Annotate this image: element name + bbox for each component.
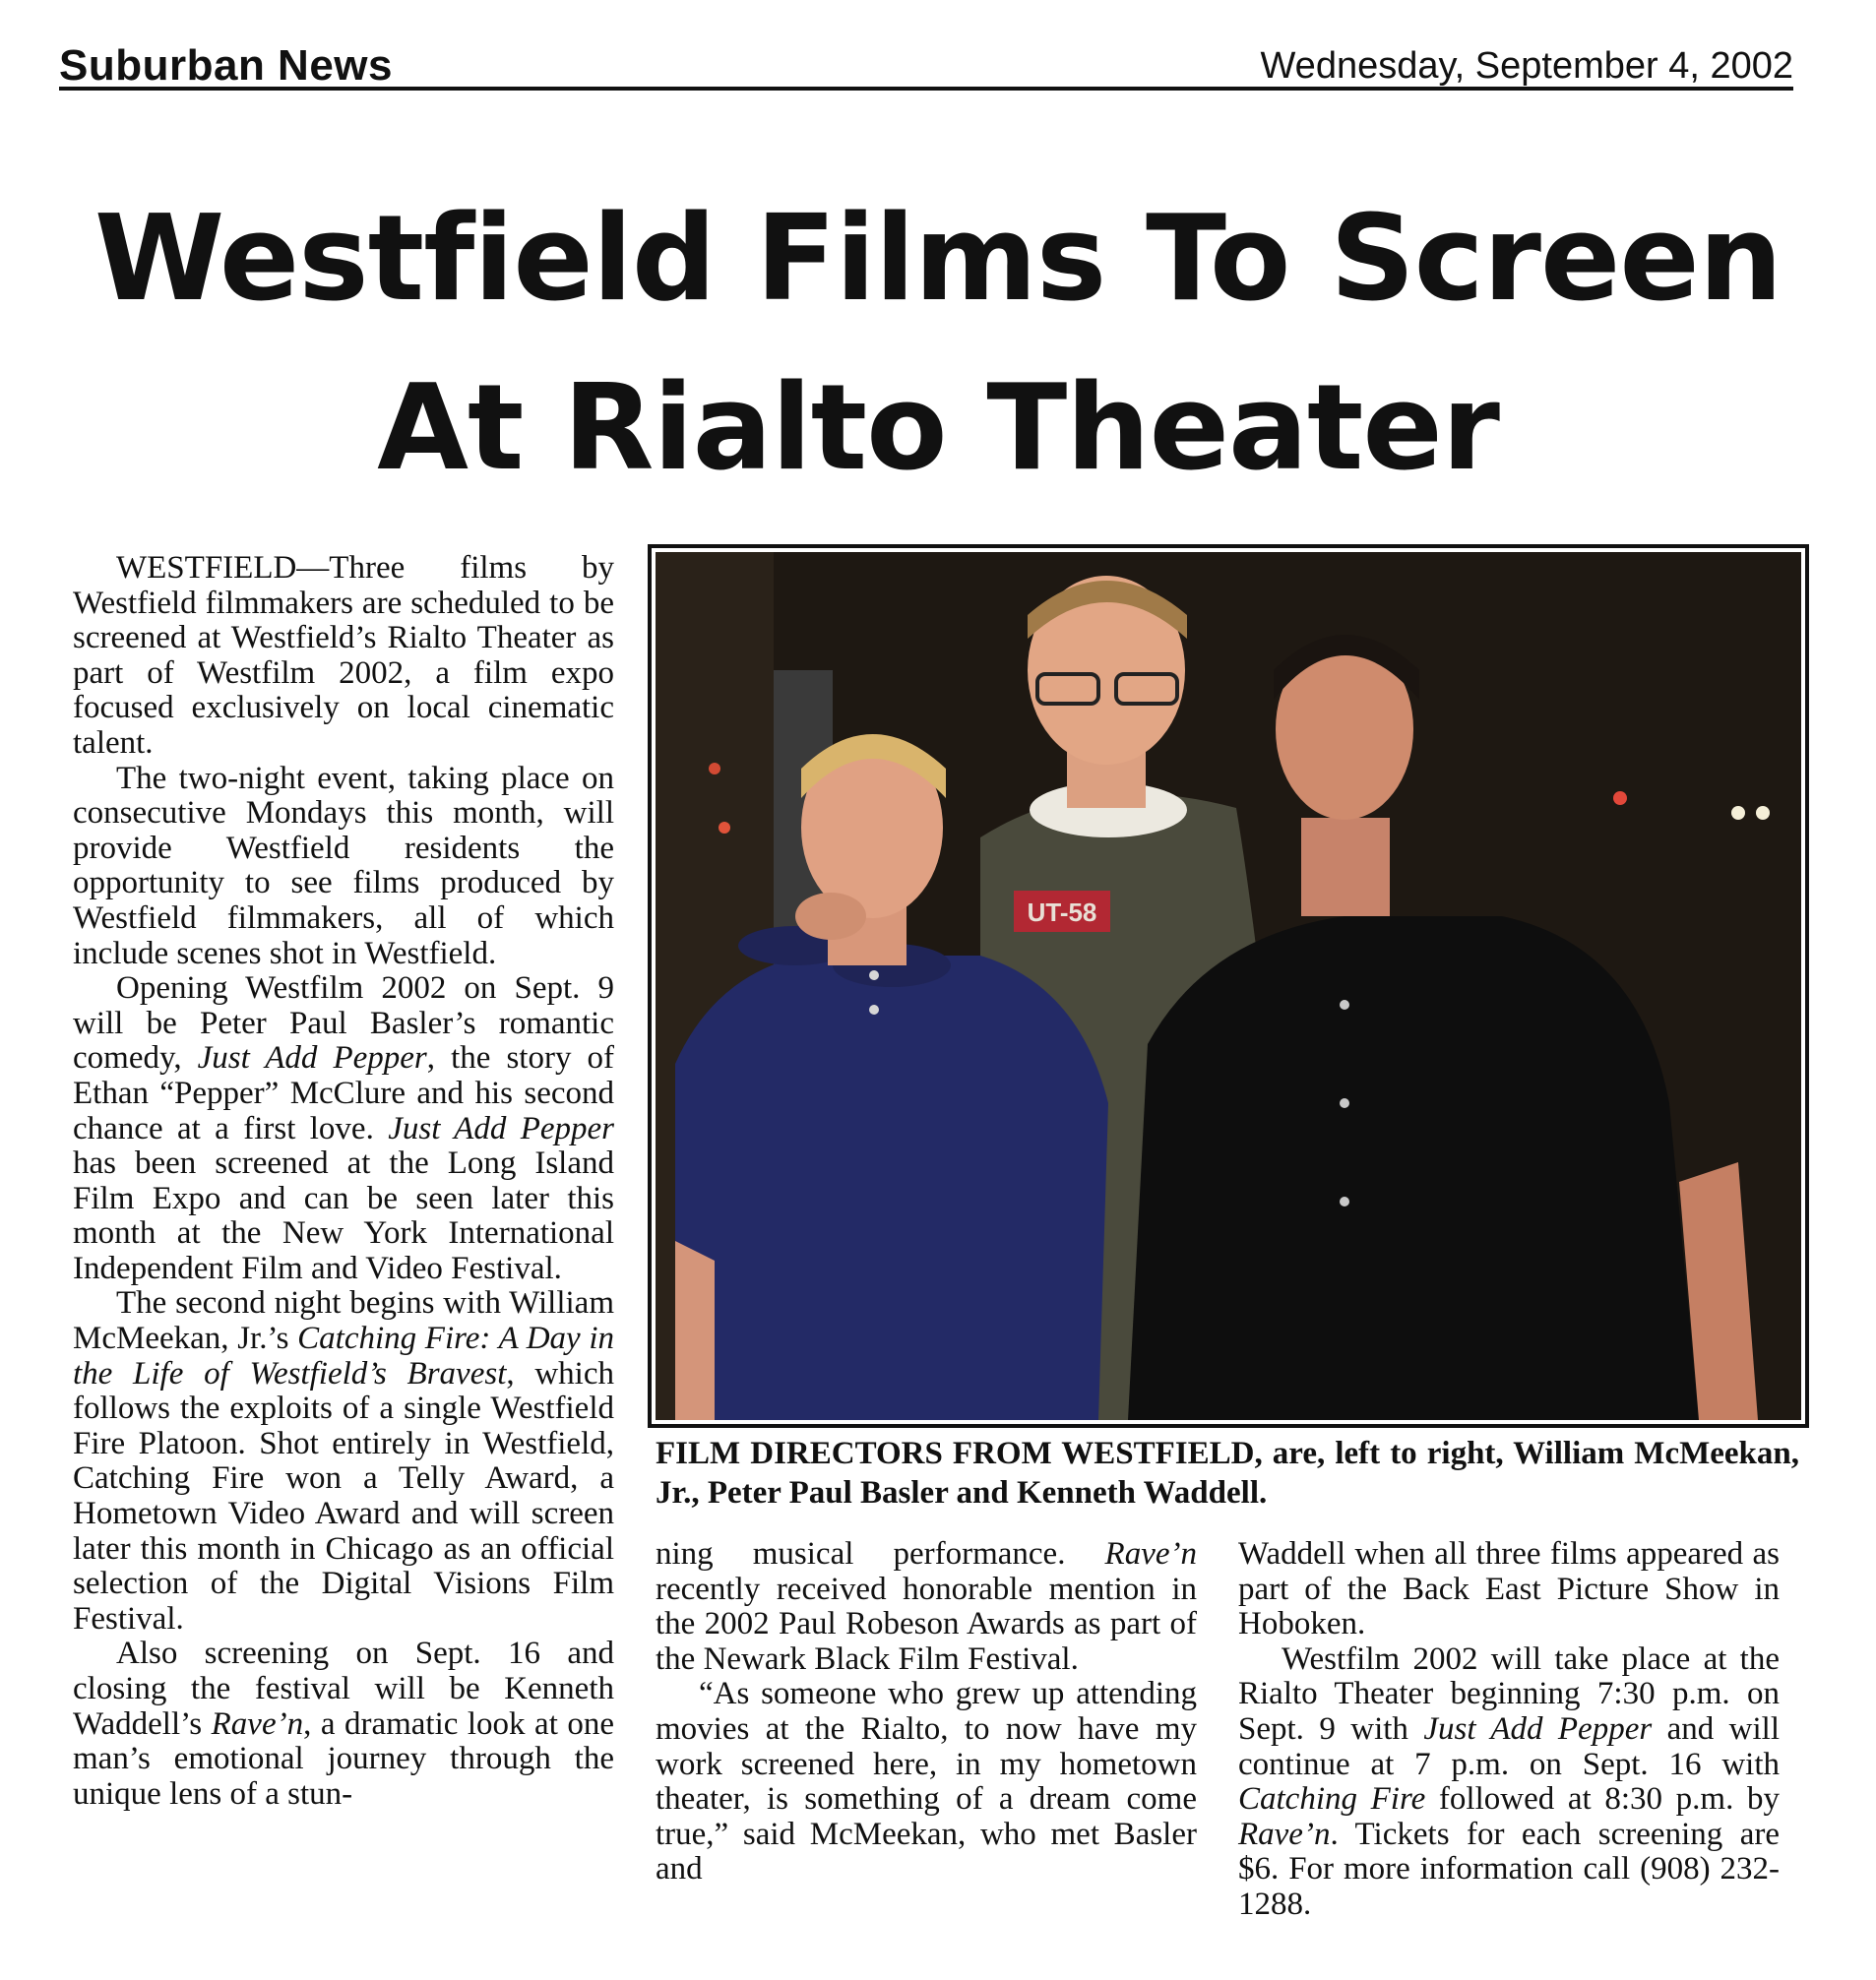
article-column-1 bbox=[73, 551, 614, 1812]
photo-illustration bbox=[656, 552, 1801, 1420]
text-run: Also screening on Sept. 16 and closing the festival will be Kenneth Waddell’s bbox=[73, 1636, 614, 1742]
headline-line-2: At Rialto Theater bbox=[377, 360, 1499, 497]
text-run: has been screened at the Long Island Film Expo and can be seen later this month at the New York International Independent Film and Video Festival. bbox=[73, 1145, 614, 1286]
film-title: Rave’n bbox=[1238, 1816, 1331, 1852]
film-title: Rave’n bbox=[1104, 1536, 1197, 1572]
paragraph: The two-night event, taking place on consecutive Mondays this month, will provide Westfield residents the opportunity to see films produced by Westfield filmmakers, all of which include scenes shot in Westfield. bbox=[73, 760, 614, 971]
text-run: , which follows the exploits of a single Westfield Fire Platoon. Shot entirely in Westfield, Catching Fire won a Telly Award, a Hometown Video Award and will screen later this month in Chicago as an official selection of the Digital Visions Film Festival. bbox=[73, 1355, 614, 1637]
paragraph: WESTFIELD—Three films by Westfield filmmakers are scheduled to be screened at Westfield’s Rialto Theater as part of Westfilm 2002, a film expo focused exclusively on local cinematic talent. bbox=[73, 550, 614, 761]
text-run: Opening Westfilm 2002 on Sept. 9 will be Peter Paul Basler’s romantic comedy, bbox=[73, 970, 614, 1077]
photo-caption: FILM DIRECTORS FROM WESTFIELD, are, left to right, William McMeekan, Jr., Peter Paul Basler and Kenneth Waddell. bbox=[656, 1436, 1799, 1511]
film-title: Catching Fire: A Day in the Life of Westfield’s Bravest bbox=[73, 1321, 615, 1392]
paragraph bbox=[73, 971, 614, 1286]
paragraph bbox=[656, 1537, 1197, 1677]
paragraph: Waddell when all three films appeared as part of the Back East Picture Show in Hoboken. bbox=[1238, 1536, 1780, 1642]
film-title: Rave’n bbox=[211, 1705, 304, 1742]
directors-photo bbox=[648, 544, 1809, 1428]
text-run: followed at 8:30 p.m. by bbox=[1425, 1781, 1780, 1818]
text-run: , the story of Ethan “Pepper” McClure and his second chance at a first love. bbox=[73, 1040, 615, 1146]
masthead bbox=[59, 39, 1793, 91]
text-run: Westfilm 2002 will take place at the Rialto Theater beginning 7:30 p.m. on Sept. 9 with bbox=[1238, 1640, 1780, 1747]
film-title: Just Add Pepper bbox=[388, 1110, 615, 1146]
text-run: and will continue at 7 p.m. on Sept. 16 with bbox=[1238, 1710, 1781, 1782]
shirt-print: UT-58 bbox=[1027, 897, 1097, 927]
headline bbox=[0, 175, 1876, 514]
paragraph bbox=[73, 1637, 614, 1812]
headline-line-1: Westfield Films To Screen bbox=[94, 191, 1782, 328]
text-run: , a dramatic look at one man’s emotional journey through the unique lens of a stun- bbox=[73, 1705, 614, 1812]
paragraph bbox=[73, 1286, 614, 1637]
film-title: Just Add Pepper bbox=[1423, 1710, 1653, 1747]
paragraph bbox=[1238, 1642, 1780, 1923]
article-column-3 bbox=[1238, 1537, 1780, 1923]
text-run: recently received honorable mention in the 2002 Paul Robeson Awards as part of the Newark Black Film Festival. bbox=[656, 1571, 1197, 1677]
text-run: . Tickets for each screening are $6. For more information call (908) 232-1288. bbox=[1238, 1816, 1780, 1922]
film-title: Just Add Pepper bbox=[197, 1040, 427, 1077]
paragraph: “As someone who grew up attending movies at the Rialto, to now have my work screened here, in my hometown theater, is something of a dream come true,” said McMeekan, who met Basler and bbox=[656, 1676, 1197, 1887]
text-run: ning musical performance. bbox=[656, 1536, 1105, 1572]
film-title: Catching Fire bbox=[1238, 1781, 1426, 1818]
publication-date: Wednesday, September 4, 2002 bbox=[1260, 45, 1793, 87]
text-run: The second night begins with William McMeekan, Jr.’s bbox=[73, 1285, 614, 1357]
publication-name: Suburban News bbox=[59, 41, 393, 90]
article-column-2 bbox=[656, 1537, 1197, 1887]
